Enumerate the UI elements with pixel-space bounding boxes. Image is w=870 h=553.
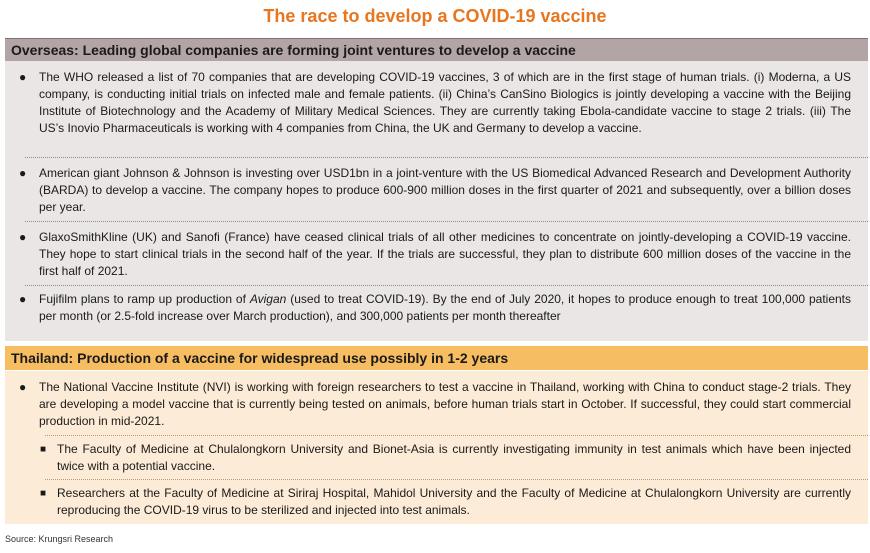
overseas-item-who xyxy=(19,69,851,137)
overseas-item-text: The WHO released a list of 70 companies that are developing COVID-19 vaccines, 3 of which are in the first stage of human trials. (i) Moderna, a US company, is conducting initial trials on infected male and female patients. (ii) China’s CanSino Biologics is jointly developing a vaccine with the Beijing Institute of Biotechnology and the Academy of Military Medical Sciences. They are currently taking Ebola-candidate vaccine to stage 2 trials. (iii) The US’s Inovio Pharmaceuticals is working with 4 companies from China, the UK and Germany to develop a vaccine. xyxy=(39,70,851,135)
divider xyxy=(25,285,868,286)
fujifilm-text-after: (used to treat COVID-19). By the end of July 2020, it hopes to produce enough to treat 100,000 patients per month (or 2.5-fold increase over March production), and 300,000 patients per month thereafter xyxy=(39,292,852,323)
overseas-item-gsk xyxy=(19,229,851,280)
page-title: The race to develop a COVID-19 vaccine xyxy=(263,6,607,26)
fujifilm-drug-name: Avigan xyxy=(249,292,287,306)
square-bullet-icon: ■ xyxy=(40,488,47,499)
square-bullet-icon: ■ xyxy=(40,444,47,455)
thailand-section-body xyxy=(5,371,868,524)
divider xyxy=(25,221,868,222)
divider xyxy=(45,435,868,436)
thailand-subitem-text: Researchers at the Faculty of Medicine at Siriraj Hospital, Mahidol University and the Faculty of Medicine at Chulalongkorn University are currently reproducing the COVID-19 virus to be sterilized and injected into test animals. xyxy=(57,486,851,517)
bullet-icon: ● xyxy=(19,380,27,394)
source-note: Source: Krungsri Research xyxy=(5,534,114,544)
fujifilm-text-before: Fujifilm plans to ramp up production of xyxy=(39,292,250,306)
overseas-item-jnj xyxy=(19,165,851,216)
bullet-icon: ● xyxy=(19,166,27,180)
divider xyxy=(45,479,868,480)
bullet-icon: ● xyxy=(19,292,27,306)
divider xyxy=(25,157,868,158)
thailand-item-nvi xyxy=(19,379,851,430)
thailand-subitem-siriraj xyxy=(40,485,851,519)
overseas-section-header: Overseas: Leading global companies are forming joint ventures to develop a vaccine xyxy=(5,38,868,61)
overseas-item-fujifilm xyxy=(19,291,852,325)
overseas-section-body xyxy=(5,61,868,341)
thailand-item-text: The National Vaccine Institute (NVI) is working with foreign researchers to test a vaccine in Thailand, working with China to conduct stage-2 trials. They are developing a model vaccine that is currently being tested on animals, before human trials start in October. If successful, they could start commercial production in mid-2021. xyxy=(39,380,851,428)
bullet-icon: ● xyxy=(19,70,27,84)
overseas-item-text: American giant Johnson & Johnson is investing over USD1bn in a joint-venture with the US Biomedical Advanced Research and Development Authority (BARDA) to develop a vaccine. The company hopes to produce 600-900 million doses in the first quarter of 2021 and subsequently, over a billion doses per year. xyxy=(39,166,851,214)
bullet-icon: ● xyxy=(19,230,27,244)
thailand-subitem-chula xyxy=(40,441,851,475)
overseas-item-text: GlaxoSmithKline (UK) and Sanofi (France) have ceased clinical trials of all other medicines to concentrate on jointly-developing a COVID-19 vaccine. They hope to start clinical trials in the second half of the year. If the trials are successful, they plan to distribute 600 million doses of the vaccine in the first half of 2021. xyxy=(39,230,851,278)
thailand-subitem-text: The Faculty of Medicine at Chulalongkorn University and Bionet-Asia is currently investigating immunity in test animals which have been injected twice with a potential vaccine. xyxy=(57,442,851,473)
thailand-section-header: Thailand: Production of a vaccine for widespread use possibly in 1-2 years xyxy=(5,346,868,370)
